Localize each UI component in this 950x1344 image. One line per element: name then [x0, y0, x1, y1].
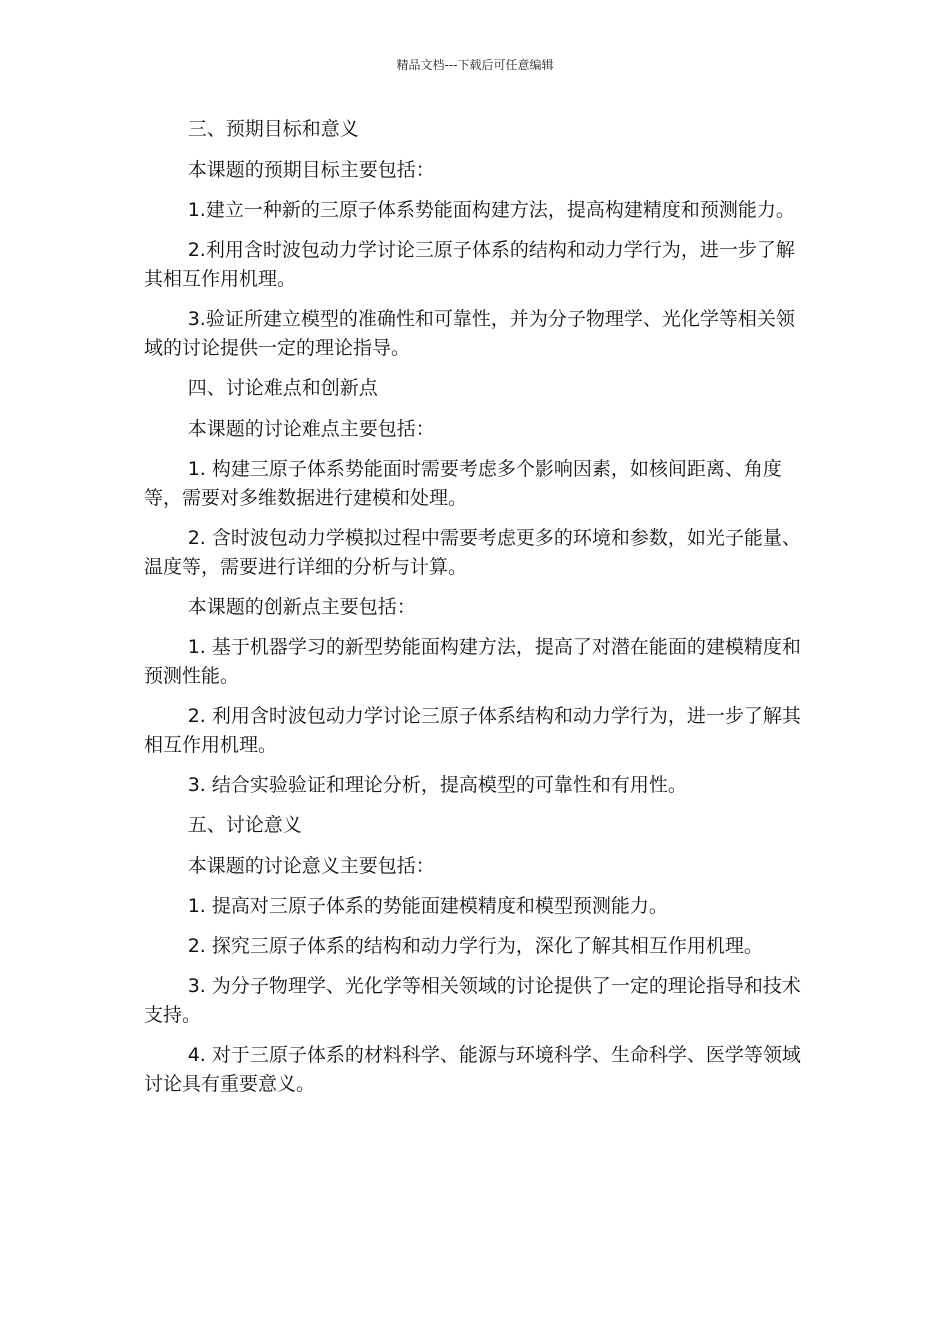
section-heading-difficulties-innovations: 四、讨论难点和创新点 [187, 377, 378, 399]
goals-intro: 本课题的预期目标主要包括： [187, 159, 435, 181]
significance-intro: 本课题的讨论意义主要包括： [187, 855, 435, 877]
page-header: 精品文档---下载后可任意编辑 [396, 58, 554, 72]
section-heading-expected-goals: 三、预期目标和意义 [187, 118, 359, 140]
significance-item-2: 2. 探究三原子体系的结构和动力学行为，深化了解其相互作用机理。 [187, 935, 763, 957]
innovations-intro: 本课题的创新点主要包括： [187, 596, 416, 618]
innovation-item-3: 3. 结合实验验证和理论分析，提高模型的可靠性和有用性。 [187, 774, 687, 796]
significance-item-1: 1. 提高对三原子体系的势能面建模精度和模型预测能力。 [187, 895, 668, 917]
innovation-item-2: 2. 利用含时波包动力学讨论三原子体系结构和动力学行为，进一步了解其相互作用机理。 [144, 705, 801, 756]
innovation-item-1: 1. 基于机器学习的新型势能面构建方法，提高了对潜在能面的建模精度和预测性能。 [144, 636, 801, 687]
goal-item-1: 1.建立一种新的三原子体系势能面构建方法，提高构建精度和预测能力。 [187, 199, 795, 221]
difficulties-intro: 本课题的讨论难点主要包括： [187, 418, 435, 440]
goal-item-3: 3.验证所建立模型的准确性和可靠性，并为分子物理学、光化学等相关领域的讨论提供一定的理论指导。 [144, 308, 795, 359]
difficulty-item-2: 2. 含时波包动力学模拟过程中需要考虑更多的环境和参数，如光子能量、温度等，需要进行详细的分析与计算。 [144, 527, 801, 578]
significance-item-3: 3. 为分子物理学、光化学等相关领域的讨论提供了一定的理论指导和技术支持。 [144, 975, 801, 1026]
goal-item-2: 2.利用含时波包动力学讨论三原子体系的结构和动力学行为，进一步了解其相互作用机理。 [144, 239, 795, 290]
document-body [144, 115, 812, 1110]
significance-item-4: 4. 对于三原子体系的材料科学、能源与环境科学、生命科学、医学等领域讨论具有重要意义。 [144, 1044, 801, 1095]
section-heading-significance: 五、讨论意义 [187, 814, 302, 836]
difficulty-item-1: 1. 构建三原子体系势能面时需要考虑多个影响因素，如核间距离、角度等，需要对多维数据进行建模和处理。 [144, 458, 782, 509]
